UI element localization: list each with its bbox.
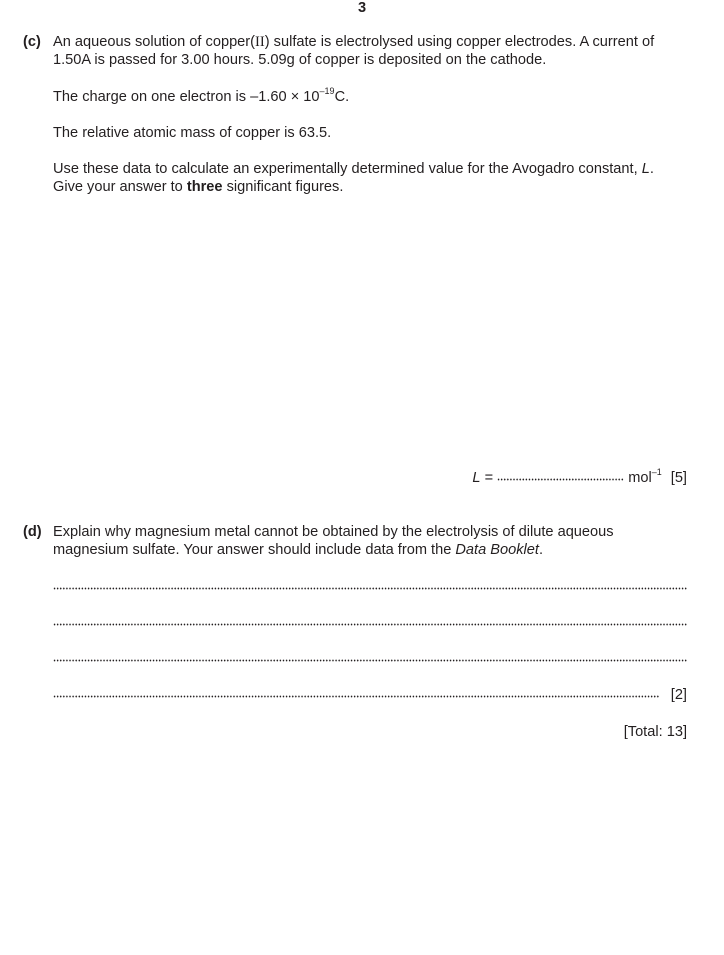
part-c-marks: [5] — [670, 470, 687, 486]
part-d-line2: magnesium sulfate. Your answer should include data from the Data Booklet. — [53, 542, 543, 558]
answer-line-L[interactable]: L = mol$^{-1}$ [5] — [472, 467, 687, 486]
part-c-intro-line2: 1.50A is passed for 3.00 hours. 5.09g of copper is deposited on the cathode. — [53, 52, 547, 68]
part-d-label: (d) — [23, 524, 42, 540]
part-c-intro — [53, 33, 687, 69]
part-d-question — [53, 523, 687, 559]
instruction-line2: Give your answer to three significant figures. — [53, 179, 344, 195]
answer-line-4[interactable] — [53, 695, 659, 698]
part-c-intro-line1: An aqueous solution of copper(II) sulfate is electrolysed using copper electrodes. A current of — [53, 34, 655, 50]
electron-charge-statement: The charge on one electron is $-1.60 \times 10^{-19}C$. — [53, 86, 350, 105]
part-c-instruction — [53, 160, 687, 196]
copper-mass-statement: The relative atomic mass of copper is 63.5. — [53, 125, 332, 141]
answer-unit: mol — [624, 470, 652, 486]
instruction-line1: Use these data to calculate an experimentally determined value for the Avogadro constant, L. — [53, 161, 654, 177]
answer-line-3[interactable] — [53, 659, 687, 662]
answer-line-2[interactable] — [53, 623, 687, 626]
charge-exponent: –19 — [319, 86, 335, 97]
page-number: 3 — [357, 0, 367, 16]
part-d-line1: Explain why magnesium metal cannot be obtained by the electrolysis of dilute aqueous — [53, 524, 614, 540]
total-marks: [Total: 13] — [623, 724, 687, 740]
answer-dotted-line[interactable] — [497, 478, 624, 481]
answer-line-1[interactable] — [53, 587, 687, 590]
unit-exponent: –1 — [651, 467, 662, 478]
part-c-label: (c) — [23, 34, 41, 50]
part-d-marks: [2] — [670, 687, 687, 703]
answer-symbol: L — [472, 470, 481, 486]
